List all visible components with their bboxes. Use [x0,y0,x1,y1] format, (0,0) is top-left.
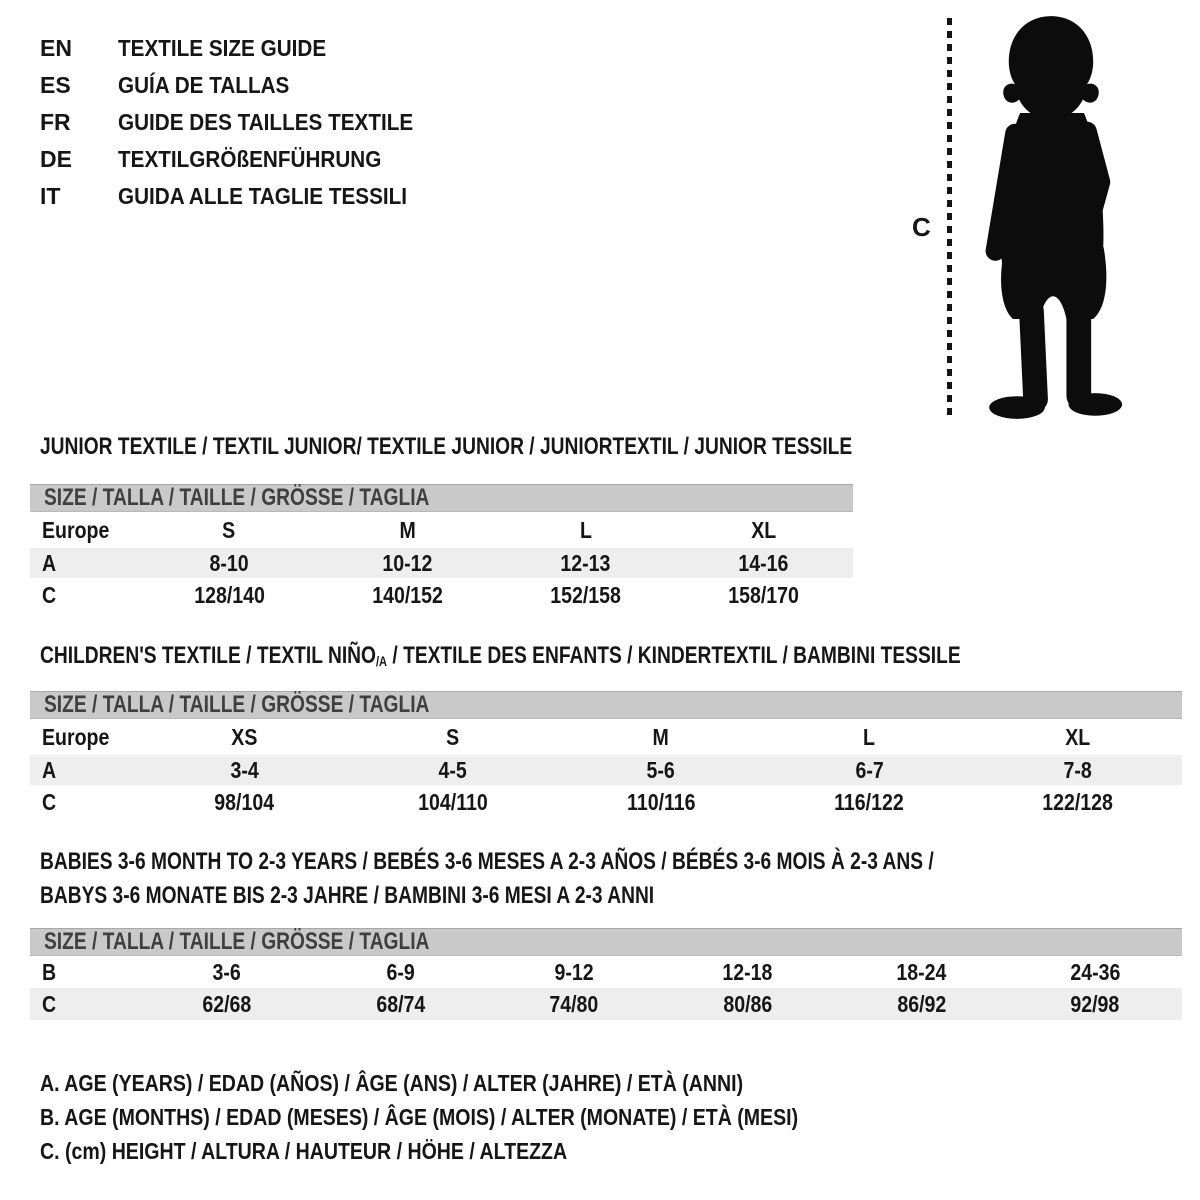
size-cell [661,991,835,1018]
size-value: 9-12 [554,958,594,985]
size-cell [140,724,348,751]
size-cell [974,724,1182,751]
table-row [30,578,853,612]
section-title-text [40,845,934,879]
size-value: 110/116 [626,789,696,815]
size-value: 122/128 [1042,789,1114,815]
toddler-silhouette [962,12,1140,424]
size-value: 68/74 [376,990,425,1017]
size-value: 86/92 [897,990,946,1017]
size-cell [835,959,1009,986]
size-cell [497,550,675,577]
language-code: EN [40,35,72,61]
size-cell [675,550,853,577]
size-cell [140,582,318,609]
size-header-band [30,691,1182,719]
row-label [30,959,140,986]
section-title [30,639,1182,673]
language-title: GUÍA DE TALLAS [118,72,290,98]
table-row [30,755,1182,785]
size-value: 12-18 [722,958,773,985]
size-value: S [222,516,236,543]
row-label-text: C [42,581,57,608]
row-label [30,789,140,816]
section-title-text: BABYS 3-6 MONATE BIS 2-3 JAHRE / BAMBINI 3-6 MESI A 2-3 ANNI [40,882,655,909]
size-value: 3-4 [230,756,259,783]
height-measure-label: C [912,212,931,242]
row-label-text: Europe [42,723,110,750]
size-cell [140,959,314,986]
row-label [30,517,140,544]
size-value: 152/158 [550,581,621,608]
table-row [30,956,1182,988]
size-value: 104/110 [417,789,488,815]
size-cell [318,582,496,609]
section-title [30,430,853,464]
size-cell [1008,959,1182,986]
language-row [40,30,446,67]
language-row [40,141,446,178]
row-label [30,550,140,577]
size-value: XL [1065,723,1091,750]
footnote-text: C. (cm) HEIGHT / ALTURA / HAUTEUR / HÖHE / ALTEZZA [40,1138,568,1164]
section-title-text [40,430,852,464]
size-cell [661,959,835,986]
language-title: TEXTILE SIZE GUIDE [118,35,327,61]
row-label [30,757,140,784]
language-code: FR [40,109,71,135]
footnote [40,1066,932,1100]
size-value: M [652,723,670,750]
language-row [40,178,446,215]
size-header-text: SIZE / TALLA / TAILLE / GRÖSSE / TAGLIA [44,484,430,511]
language-code: ES [40,72,71,98]
footnote [40,1134,932,1168]
size-cell [140,517,318,544]
junior-textile-section [30,430,853,612]
size-cell [557,724,765,751]
size-cell [140,757,348,784]
size-value: 7-8 [1063,756,1092,783]
section-title-part: / TEXTILE DES ENFANTS / KINDERTEXTIL / BAMBINI TESSILE [387,642,961,669]
row-label-text: Europe [42,516,110,543]
language-row [40,67,446,104]
size-cell [835,991,1009,1018]
size-cell [314,991,488,1018]
size-value: M [399,516,416,543]
footnote-text: A. AGE (YEARS) / EDAD (AÑOS) / ÂGE (ANS) / ALTER (JAHRE) / ETÀ (ANNI) [40,1070,744,1096]
size-cell [765,757,973,784]
section-title-wrap [30,639,1182,673]
row-label-text: B [42,958,57,985]
babies-textile-section [30,845,1182,1020]
size-header-text: SIZE / TALLA / TAILLE / GRÖSSE / TAGLIA [44,928,430,955]
row-label [30,991,140,1018]
size-value: XS [231,723,258,750]
size-value: 4-5 [438,756,467,783]
size-cell [487,991,661,1018]
size-rows [30,719,1182,820]
size-cell [675,517,853,544]
size-cell [974,789,1182,816]
size-value: 116/122 [834,789,905,815]
size-cell [557,789,765,816]
row-label-text: A [42,756,57,783]
table-row [30,785,1182,820]
table-row [30,512,853,548]
language-code: DE [40,146,72,172]
size-value: 5-6 [646,756,676,783]
size-value: 6-7 [855,756,884,783]
size-value: 80/86 [723,990,773,1017]
size-cell [974,757,1182,784]
size-value: 18-24 [896,958,947,985]
size-value: 140/152 [372,581,443,608]
size-cell [675,582,853,609]
size-cell [348,789,556,816]
size-value: 74/80 [549,990,599,1017]
size-value: S [446,723,460,750]
size-cell [140,550,318,577]
row-label [30,582,140,609]
language-title: GUIDA ALLE TAGLIE TESSILI [118,183,408,209]
size-cell [348,757,556,784]
language-title-block [40,30,446,215]
size-value: 12-13 [560,549,611,576]
size-header-band [30,484,853,512]
size-rows [30,956,1182,1020]
row-label [30,724,140,751]
childrens-textile-section [30,639,1182,820]
row-label-text: C [42,789,57,815]
size-value: L [579,516,592,543]
size-rows [30,512,853,612]
size-cell [140,991,314,1018]
size-cell [1008,991,1182,1018]
size-value: 10-12 [382,549,433,576]
row-label-text: C [42,990,57,1017]
footnote [40,1100,932,1134]
size-value: 128/140 [193,581,265,608]
footnote-text: B. AGE (MONTHS) / EDAD (MESES) / ÂGE (MOIS) / ALTER (MONATE) / ETÀ (MESI) [40,1104,799,1130]
size-cell [765,724,973,751]
section-title-wrap [30,430,853,464]
language-code: IT [40,183,61,209]
section-title-part: BABIES 3-6 MONTH TO 2-3 YEARS / BEBÉS 3-6 MESES A 2-3 AÑOS / BÉBÉS 3-6 MOIS À 2-3 ANS / [40,848,934,875]
section-title-text [40,639,961,675]
row-label-text: A [42,549,57,576]
size-value: 62/68 [202,990,252,1017]
language-title: TEXTILGRÖßENFÜHRUNG [118,146,382,172]
size-value: 6-9 [386,958,415,985]
size-value: 92/98 [1070,990,1120,1017]
table-row [30,548,853,578]
section-title-part: JUNIOR TEXTILE / TEXTIL JUNIOR/ TEXTILE JUNIOR / JUNIORTEXTIL / JUNIOR TESSILE [40,433,853,460]
section-title-part: /A [375,653,388,670]
size-cell [487,959,661,986]
section-title-line2 [30,879,1182,913]
size-cell [314,959,488,986]
language-row [40,104,446,141]
size-header-band [30,928,1182,956]
height-dotted-line [947,18,952,416]
table-row [30,719,1182,755]
table-row [30,988,1182,1020]
size-cell [765,789,973,816]
size-cell [557,757,765,784]
section-title-wrap [30,845,1182,913]
size-value: 3-6 [212,958,241,985]
footnotes [40,1066,932,1168]
size-cell [318,550,496,577]
size-value: 8-10 [209,549,249,576]
size-header-text: SIZE / TALLA / TAILLE / GRÖSSE / TAGLIA [44,691,430,718]
language-title: GUIDE DES TAILLES TEXTILE [118,109,414,135]
section-title [30,845,1182,879]
size-value: 14-16 [738,549,789,576]
size-value: 158/170 [728,581,800,608]
size-cell [497,582,675,609]
section-title-part: CHILDREN'S TEXTILE / TEXTIL NIÑO [40,642,376,669]
size-value: 98/104 [214,789,275,815]
size-value: XL [751,516,777,543]
size-value: L [863,723,876,750]
size-cell [140,789,348,816]
size-cell [318,517,496,544]
size-cell [497,517,675,544]
size-value: 24-36 [1070,958,1121,985]
size-cell [348,724,556,751]
